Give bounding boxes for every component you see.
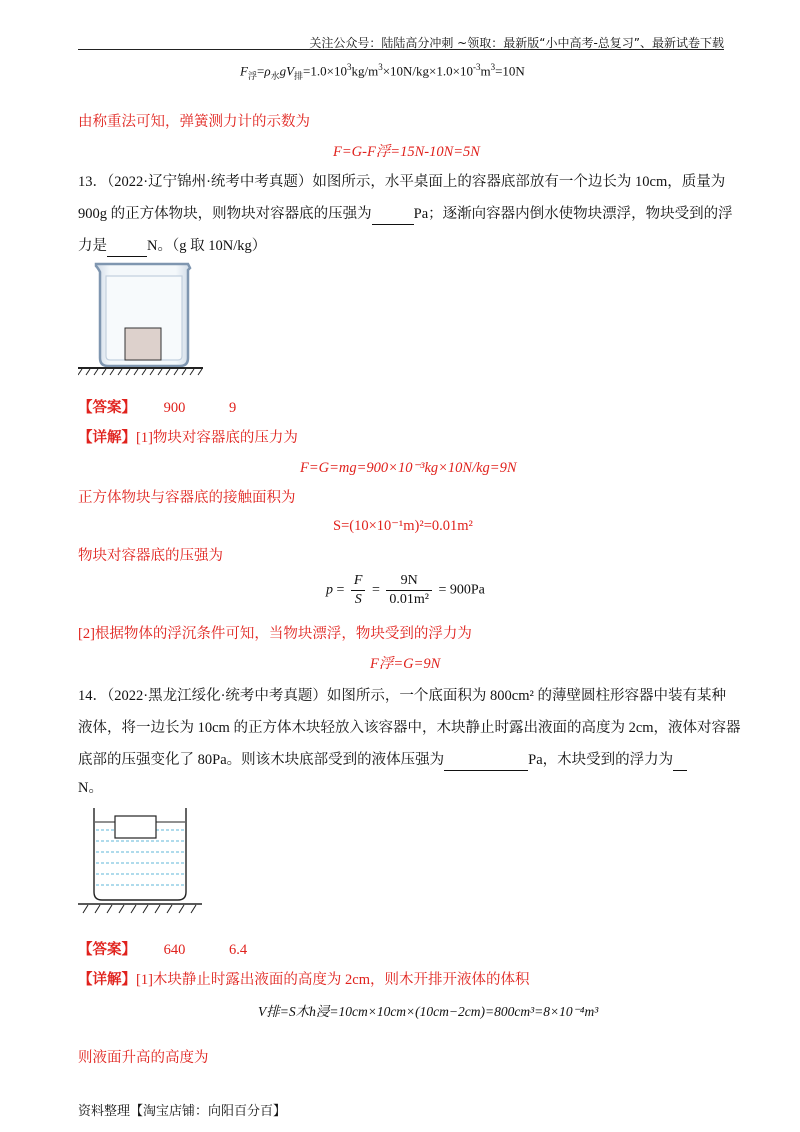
q14-blank-2[interactable]: [673, 750, 687, 771]
q13-line1: 13．（2022·辽宁锦州·统考中考真题）如图所示，水平桌面上的容器底部放有一个边长为 10cm，质量为: [78, 174, 726, 190]
q13-line2: 900g 的正方体物块，则物块对容器底的压强为 Pa；逐渐向容器内倒水使物块漂浮，物块受到的浮: [78, 204, 733, 225]
wood-block-icon: [115, 816, 156, 838]
q13-detail-1: 【详解】[1]物块对容器底的压力为: [78, 430, 298, 446]
q14-line4: N。: [78, 780, 103, 796]
q14-answer: 【答案】 640 6.4: [78, 942, 248, 958]
q14-detail-1: 【详解】[1]木块静止时露出液面的高度为 2cm，则木开排开液体的体积: [78, 972, 530, 988]
q13-detail-3: 物块对容器底的压强为: [78, 548, 223, 564]
q12-note: 由称重法可知，弹簧测力计的示数为: [78, 114, 310, 130]
q14-line1: 14．（2022·黑龙江绥化·统考中考真题）如图所示，一个底面积为 800cm² 的薄壁圆柱形容器中装有某种: [78, 688, 726, 704]
page-footer: 资料整理【淘宝店铺：向阳百分百】: [78, 1104, 287, 1119]
q13-formula-2: S=(10×10⁻¹m)²=0.01m²: [333, 518, 473, 534]
q14-line2: 液体，将一边长为 10cm 的正方体木块轻放入该容器中，木块静止时露出液面的高度为 2cm，液体对容器: [78, 720, 741, 736]
q13-line3: 力是 N。（g 取 10N/kg）: [78, 236, 266, 257]
q14-line3: 底部的压强变化了 80Pa。则该木块底部受到的液体压强为 Pa，木块受到的浮力为: [78, 750, 687, 771]
q13-formula-1: F=G=mg=900×10⁻³kg×10N/kg=9N: [300, 460, 517, 476]
q13-formula-4: F浮=G=9N: [370, 656, 441, 672]
header-divider: [78, 49, 724, 50]
q13-detail-4: [2]根据物体的浮沉条件可知，当物块漂浮，物块受到的浮力为: [78, 626, 472, 642]
q13-detail-2: 正方体物块与容器底的接触面积为: [78, 490, 296, 506]
cube-block-icon: [125, 328, 161, 360]
q14-blank-1[interactable]: [444, 750, 528, 771]
q13-formula-3: p = $\frac{F}{S}$ = $\frac{9N}{\text{0.01m²}}$ = 900Pa: [326, 573, 485, 607]
q13-blank-1[interactable]: [372, 204, 414, 225]
q13-answer: 【答案】 900 9: [78, 400, 237, 416]
q14-container-figure: [78, 806, 208, 922]
q13-blank-2[interactable]: [107, 236, 147, 257]
q13-beaker-figure: [78, 258, 218, 378]
q12-formula: F=G-F浮=15N-10N=5N: [333, 144, 480, 160]
page-header: 关注公众号：陆陆高分冲刺 ~领取：最新版“小中高考-总复习”、最新试卷下载: [309, 36, 724, 50]
q14-detail-2: 则液面升高的高度为: [78, 1050, 209, 1066]
buoyancy-formula: $F_浮=\rho_水gV_排=1.0\times 10^3kg/m^3\times 10N/kg\times 1.0\times 10^{-3}m^3=10N$: [240, 62, 525, 81]
q14-formula-1: V排=S木h浸=10cm×10cm×(10cm−2cm)=800cm³=8×10⁻⁴m³: [258, 1004, 599, 1019]
